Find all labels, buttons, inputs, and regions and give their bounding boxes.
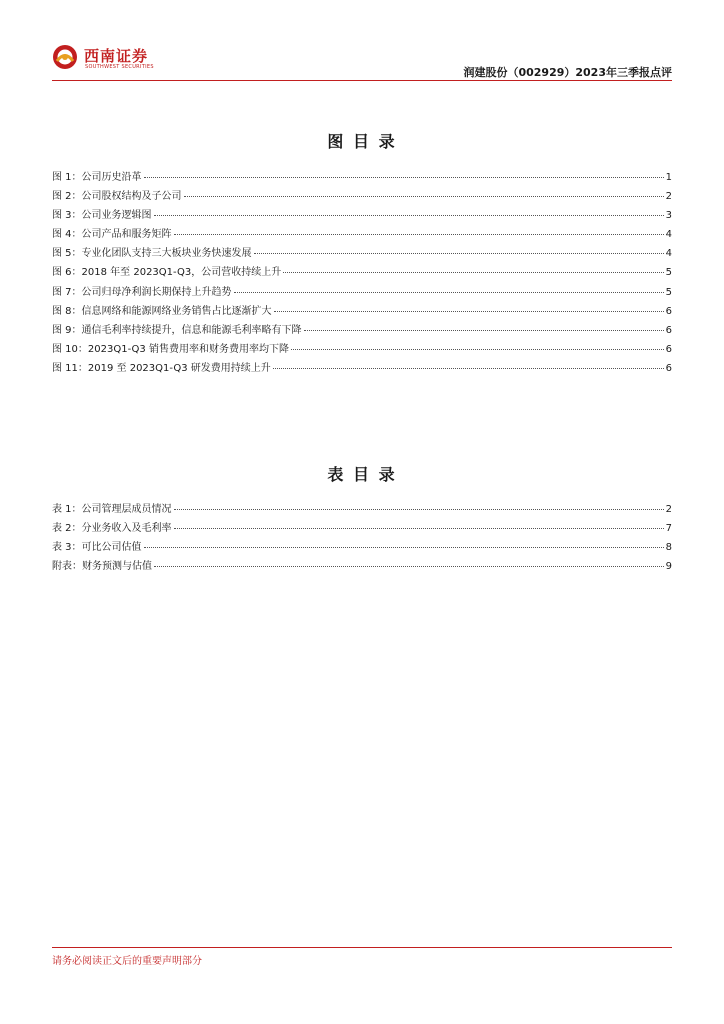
toc-leader-dots: [283, 264, 663, 273]
toc-entry-page: 5: [665, 286, 672, 298]
toc-entry-page: 4: [665, 229, 672, 241]
logo-text-en: SOUTHWEST SECURITIES: [85, 64, 154, 70]
toc-entry[interactable]: [52, 340, 672, 359]
toc-entry-label: 图 10：2023Q1-Q3 销售费用率和财务费用率均下降: [52, 343, 289, 355]
logo-emblem-icon: [52, 44, 78, 70]
toc-entry-label: 图 2：公司股权结构及子公司: [52, 191, 182, 203]
figures-toc-list: [52, 168, 672, 378]
footer-disclaimer: 请务必阅读正文后的重要声明部分: [52, 956, 202, 967]
toc-entry[interactable]: [52, 206, 672, 225]
toc-entry-label: 图 7：公司归母净利润长期保持上升趋势: [52, 286, 232, 298]
toc-entry[interactable]: [52, 244, 672, 263]
toc-entry-page: 6: [665, 362, 672, 374]
toc-entry-page: 6: [665, 324, 672, 336]
toc-leader-dots: [274, 303, 664, 312]
toc-entry[interactable]: [52, 557, 672, 576]
page-header: [52, 38, 672, 82]
toc-entry-page: 5: [665, 267, 672, 279]
report-title: 润建股份（002929）2023年三季报点评: [463, 66, 672, 79]
logo-text-cn: 西南证券: [84, 47, 149, 65]
toc-entry[interactable]: [52, 263, 672, 282]
toc-entry-page: 4: [665, 248, 672, 260]
toc-entry-page: 9: [665, 561, 672, 573]
company-logo: [52, 42, 162, 78]
toc-entry[interactable]: [52, 283, 672, 302]
toc-leader-dots: [144, 539, 664, 548]
toc-entry[interactable]: [52, 302, 672, 321]
header-divider: [52, 80, 672, 81]
toc-entry-label: 图 4：公司产品和服务矩阵: [52, 229, 172, 241]
toc-entry-page: 6: [665, 343, 672, 355]
toc-entry-page: 8: [665, 542, 672, 554]
toc-leader-dots: [291, 341, 664, 350]
toc-entry-page: 7: [665, 523, 672, 535]
toc-leader-dots: [234, 284, 664, 293]
toc-entry-label: 图 11：2019 至 2023Q1-Q3 研发费用持续上升: [52, 362, 271, 374]
toc-entry-label: 图 6：2018 年至 2023Q1-Q3，公司营收持续上升: [52, 267, 282, 279]
toc-entry-label: 表 3：可比公司估值: [52, 542, 142, 554]
toc-entry-label: 图 8：信息网络和能源网络业务销售占比逐渐扩大: [52, 305, 272, 317]
toc-entry-label: 图 5：专业化团队支持三大板块业务快速发展: [52, 248, 252, 260]
toc-entry-label: 表 2：分业务收入及毛利率: [52, 523, 172, 535]
toc-leader-dots: [254, 245, 664, 254]
toc-entry[interactable]: [52, 500, 672, 519]
toc-leader-dots: [174, 501, 664, 510]
toc-entry-page: 1: [665, 172, 672, 183]
toc-entry-label: 图 3：公司业务逻辑图: [52, 210, 152, 222]
toc-entry[interactable]: [52, 168, 672, 187]
toc-entry[interactable]: [52, 519, 672, 538]
toc-entry-page: 2: [665, 191, 672, 203]
toc-leader-dots: [144, 169, 664, 178]
footer-divider: [52, 947, 672, 948]
toc-leader-dots: [273, 360, 664, 369]
toc-entry-page: 6: [665, 305, 672, 317]
toc-entry-label: 表 1：公司管理层成员情况: [52, 504, 172, 515]
tables-toc-list: [52, 500, 672, 576]
toc-leader-dots: [184, 188, 664, 197]
toc-entry-label: 图 9：通信毛利率持续提升，信息和能源毛利率略有下降: [52, 324, 302, 336]
toc-entry-label: 图 1：公司历史沿革: [52, 172, 142, 183]
toc-entry[interactable]: [52, 225, 672, 244]
toc-entry[interactable]: [52, 321, 672, 340]
toc-entry[interactable]: [52, 187, 672, 206]
toc-leader-dots: [154, 207, 664, 216]
toc-leader-dots: [154, 558, 664, 567]
toc-entry[interactable]: [52, 359, 672, 378]
toc-leader-dots: [174, 520, 664, 529]
toc-leader-dots: [304, 322, 664, 331]
toc-entry-page: 3: [665, 210, 672, 222]
toc-leader-dots: [174, 226, 664, 235]
toc-entry-label: 附表：财务预测与估值: [52, 561, 152, 573]
toc-entry-page: 2: [665, 504, 672, 515]
figures-toc-title: 图 目 录: [327, 132, 397, 151]
toc-entry[interactable]: [52, 538, 672, 557]
tables-toc-title: 表 目 录: [327, 465, 397, 484]
